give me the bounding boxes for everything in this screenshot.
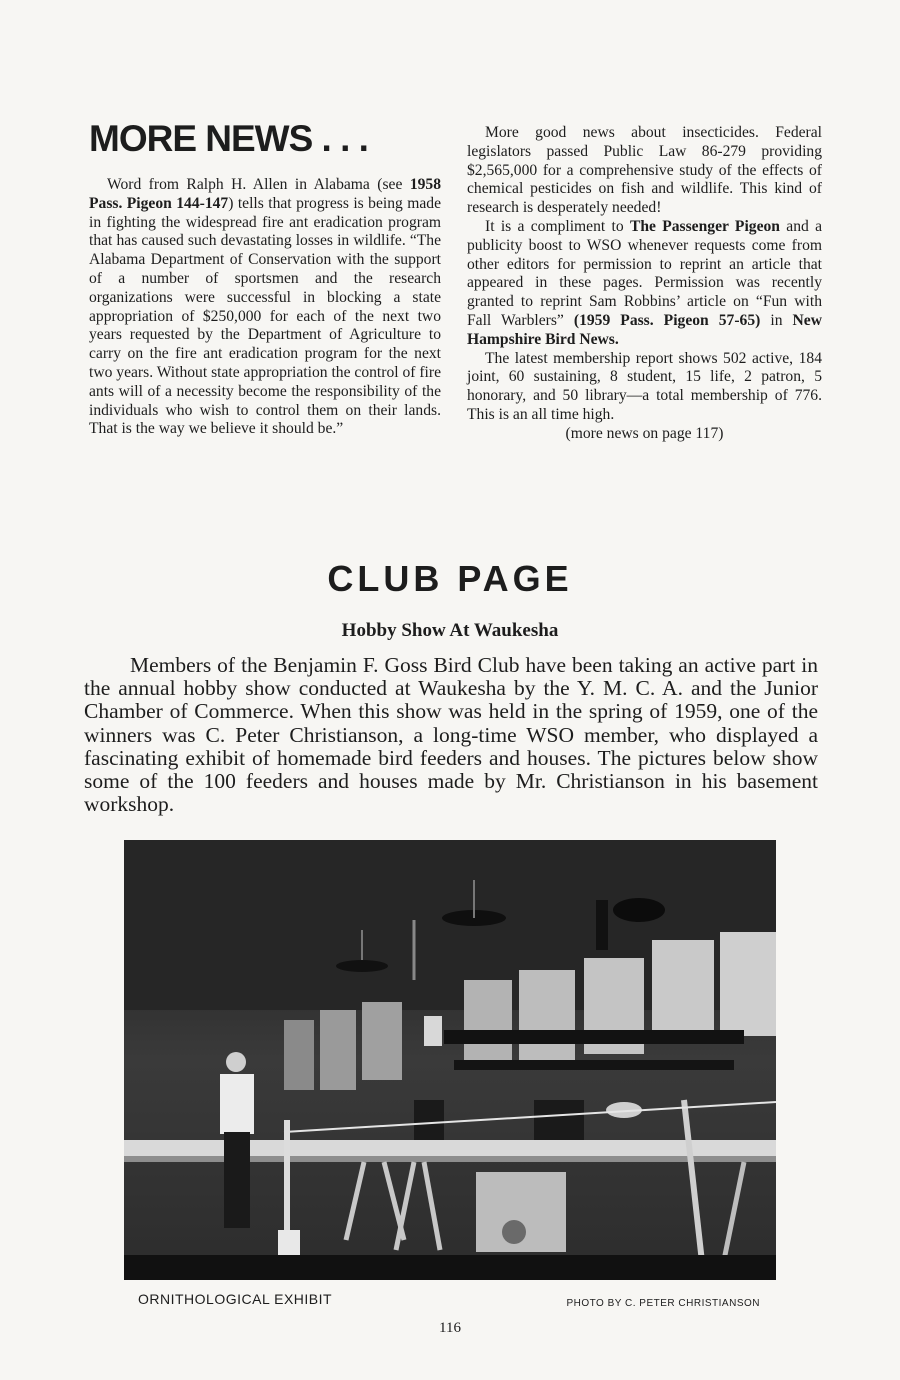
- photo-caption: ORNITHOLOGICAL EXHIBIT: [138, 1291, 333, 1307]
- club-page-title: CLUB PAGE: [327, 558, 573, 599]
- photo-credit: PHOTO BY C. PETER CHRISTIANSON: [566, 1298, 760, 1309]
- club-page-paragraph: Members of the Benjamin F. Goss Bird Club have been taking an active part in the annual hobby show conducted at Waukesha by the Y. M. C. A. and the Junior Chamber of Commerce. When this show was held in the spring of 1959, one of the winners was C. Peter Christianson, a long-time WSO member, who displayed a fascinating exhibit of homemade bird feeders and houses. The pictures below show some of the 100 feeders and houses made by Mr. Christianson in his basement workshop.: [84, 653, 818, 817]
- hobby-show-subtitle: Hobby Show At Waukesha: [341, 620, 559, 641]
- more-news-left-column: [89, 118, 441, 439]
- page-number: 116: [439, 1320, 461, 1336]
- citation-bold: 1958 Pass. Pigeon 144-147: [89, 176, 441, 212]
- more-news-note: (more news on page 117): [565, 424, 724, 442]
- membership-paragraph: The latest membership report shows 502 active, 184 joint, 60 sustaining, 8 student, 15 life, 2 patron, 5 honorary, and 50 library—a total membership of 776. This is an all time high.: [467, 349, 822, 423]
- text-run: It is a compliment to: [485, 217, 630, 235]
- exhibit-photo-drawing: [124, 840, 776, 1280]
- reprint-paragraph: [467, 218, 822, 350]
- more-news-heading: MORE NEWS . . .: [89, 118, 368, 159]
- text-run: and a publicity boost to WSO whenever requests come from other editors for permission to reprint an article that appeared in these pages. Permission was recently granted to reprint Sam Robbins’ article on “Fun with Fall Warblers”: [467, 217, 823, 329]
- exhibit-photo: [124, 840, 776, 1280]
- text-run: ) tells that progress is being made in fighting the widespread fire ant eradication program that has caused such devastating losses in wildlife. “The Alabama Department of Conservation with the support of a number of sportsmen and the research organizations were successful in blocking a state appropriation of $250,000 for each of the next two years requested by the Department of Agriculture to carry on the fire ant eradication program for the next two years. Without state appropriation the control of fire ants will of a necessity become the responsibility of the individuals who wish to control them on their lands. That is the way we believe it should be.”: [89, 194, 442, 438]
- journal-title-bold: The Passenger Pigeon: [629, 217, 780, 235]
- allen-paragraph: [89, 176, 441, 439]
- citation-bold: (1959 Pass. Pigeon 57-65): [573, 311, 761, 329]
- text-run: in: [760, 311, 793, 329]
- insecticides-paragraph: More good news about insecticides. Federal legislators passed Public Law 86-279 providing $2,565,000 for a comprehensive study of the effects of chemical pesticides on fish and wildlife. This kind of research is desperately needed!: [467, 124, 822, 217]
- journal-title-bold: New Hampshire Bird News.: [467, 311, 822, 348]
- more-news-right-column: [467, 124, 822, 444]
- text-run: Word from Ralph H. Allen in Alabama (see: [107, 176, 410, 193]
